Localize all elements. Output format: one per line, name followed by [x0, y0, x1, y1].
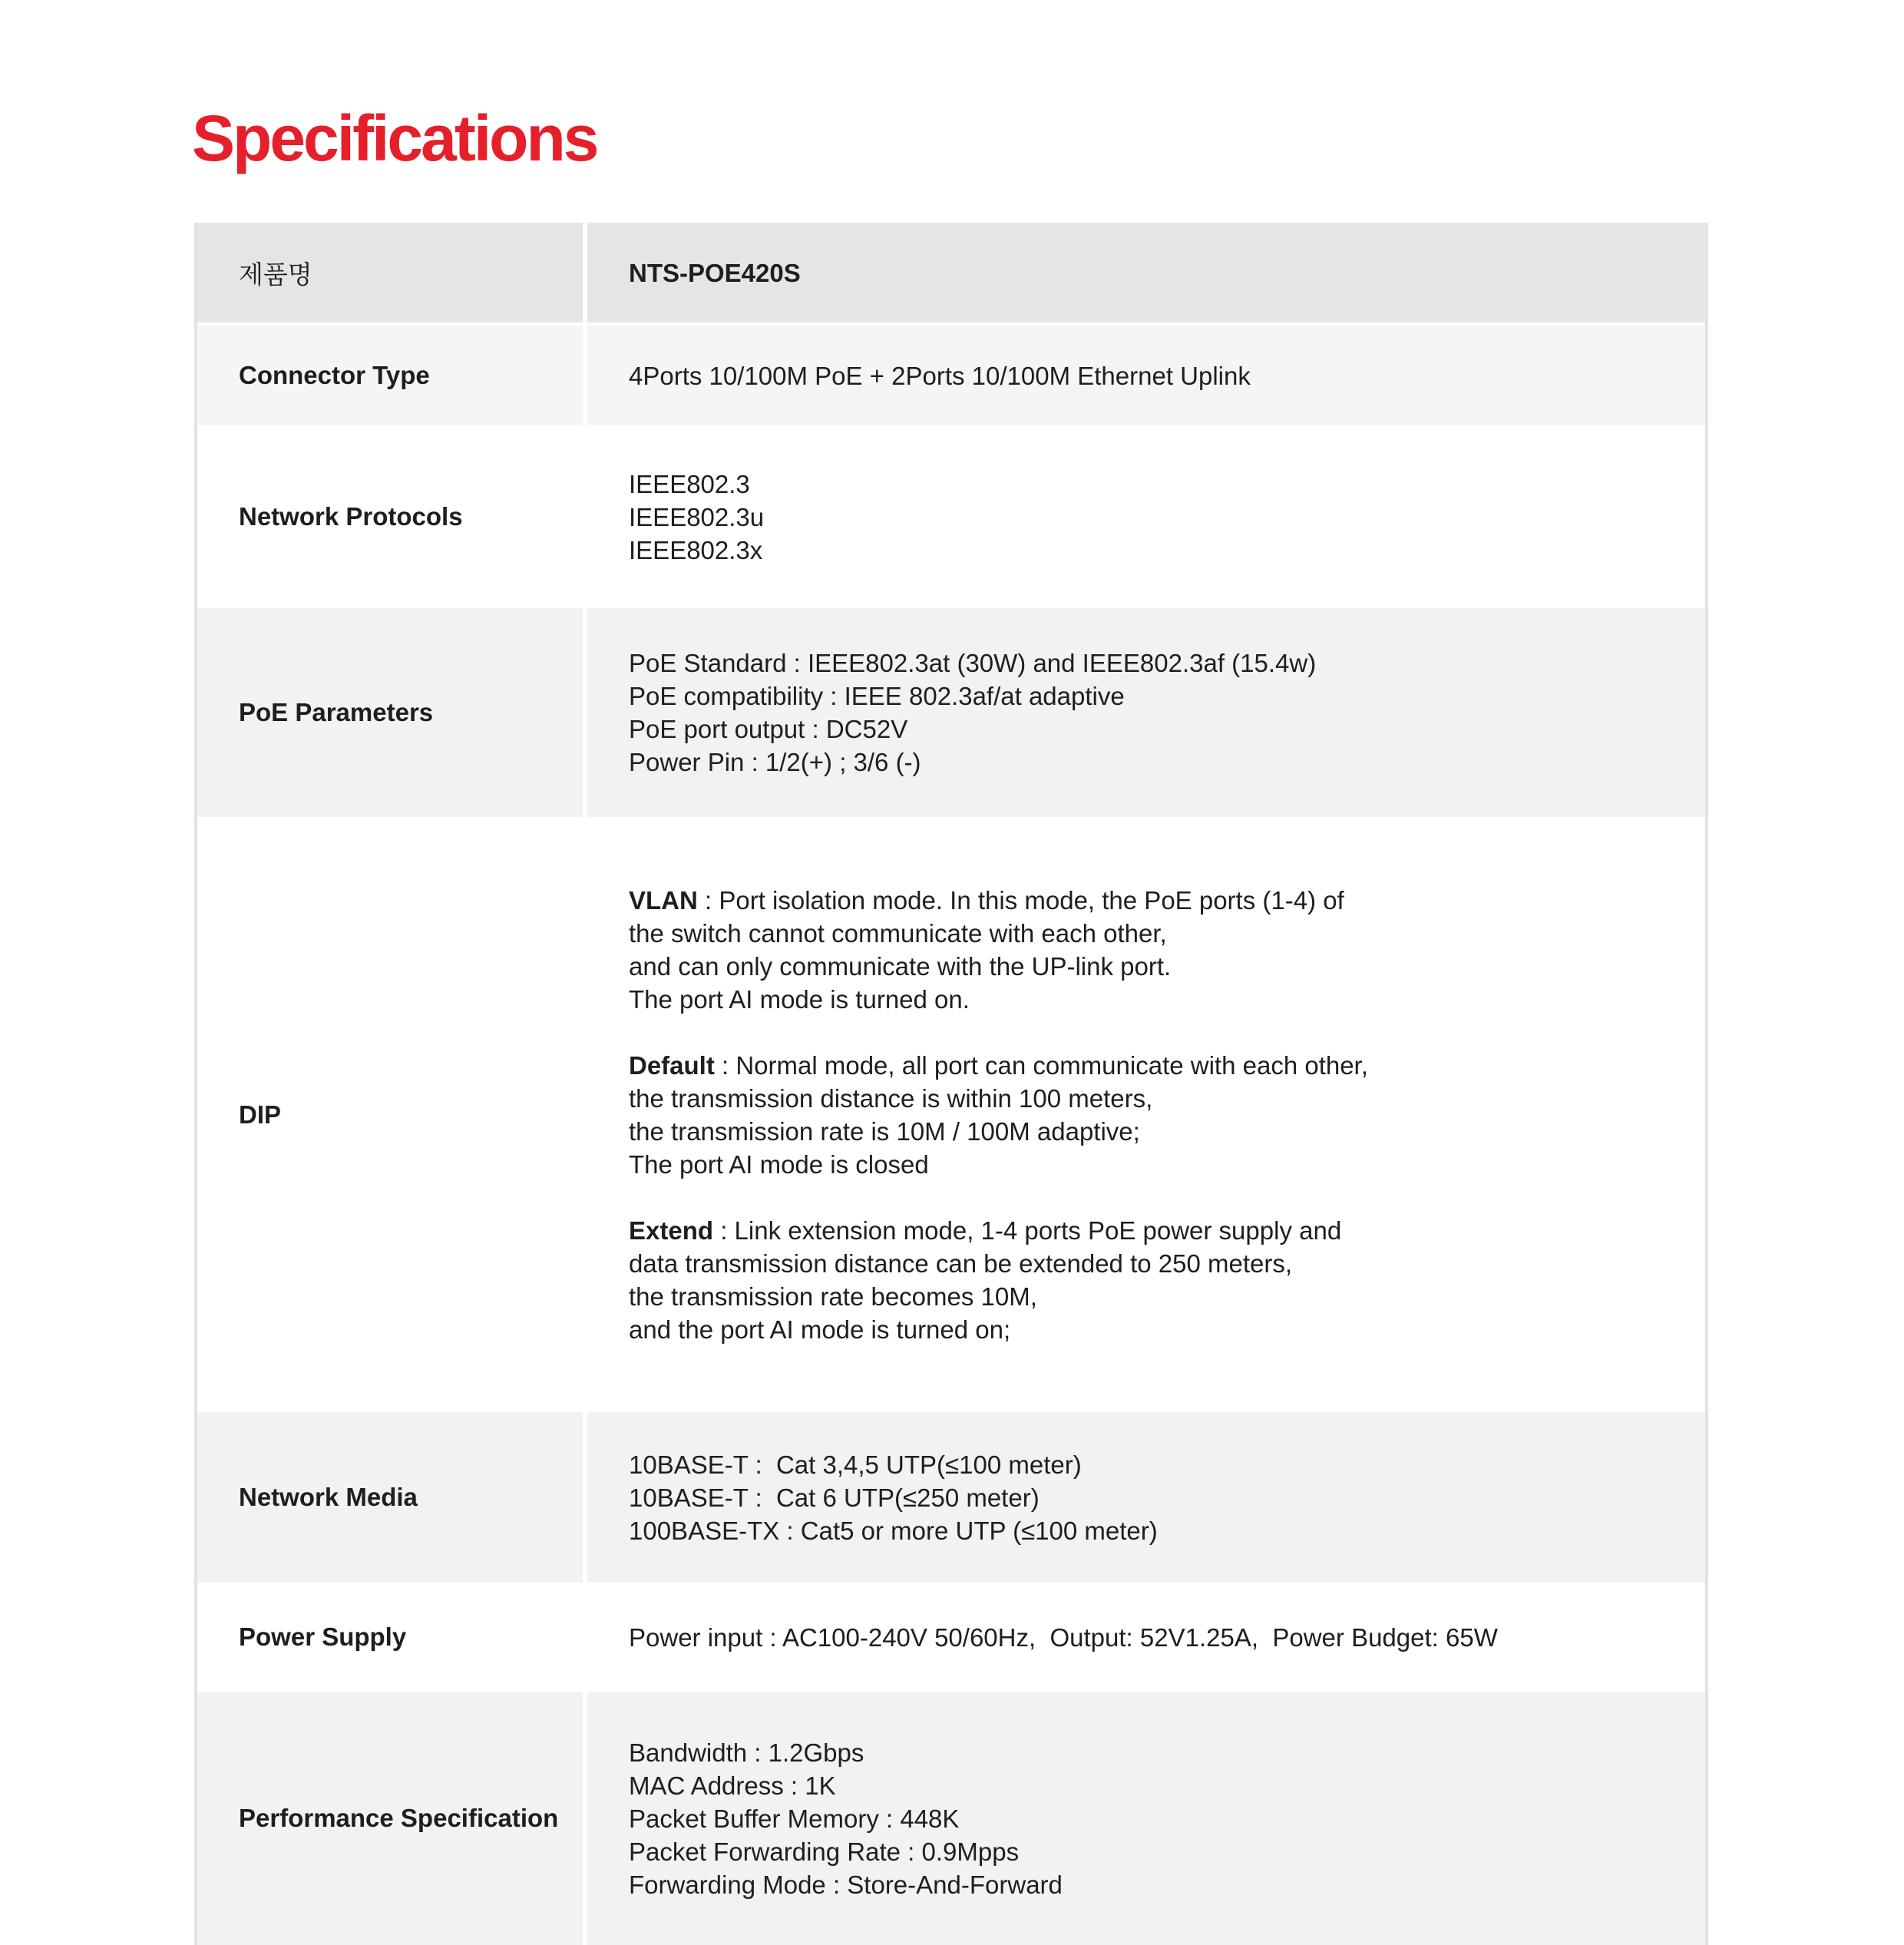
- power-supply-value: [587, 1586, 1705, 1689]
- poe-parameter-line: PoE Standard : IEEE802.3at (30W) and IEEE802.3af (15.4w): [629, 649, 1317, 677]
- poe-parameter-line: PoE compatibility : IEEE 802.3af/at adaptive: [629, 682, 1125, 710]
- dip-vlan-block: [629, 884, 1705, 1016]
- dip-extend-block: [629, 1214, 1705, 1346]
- dip-extend-line: data transmission distance can be extended to 250 meters,: [629, 1249, 1293, 1278]
- performance-label: Performance Specification: [197, 1692, 587, 1945]
- dip-vlan-key: VLAN: [629, 885, 698, 915]
- network-protocols-label: Network Protocols: [197, 428, 587, 605]
- row-network-media: [197, 1412, 1705, 1586]
- performance-line: Forwarding Mode : Store-And-Forward: [629, 1870, 1063, 1899]
- dip-vlan-line: the switch cannot communicate with each other,: [629, 918, 1167, 948]
- dip-default-first-line: : Normal mode, all port can communicate with each other,: [714, 1050, 1368, 1080]
- table-header-row: [197, 223, 1705, 326]
- dip-vlan-first-line: : Port isolation mode. In this mode, the PoE ports (1-4) of: [697, 885, 1344, 915]
- network-media-line: 10BASE-T : Cat 3,4,5 UTP(≤100 meter): [629, 1450, 1082, 1479]
- dip-extend-first-line: : Link extension mode, 1-4 ports PoE power supply and: [713, 1216, 1342, 1245]
- product-name-text: NTS-POE420S: [629, 258, 801, 287]
- protocol-line: IEEE802.3x: [629, 535, 763, 564]
- performance-value: [587, 1692, 1705, 1945]
- dip-default-line: the transmission distance is within 100 meters,: [629, 1083, 1153, 1113]
- network-media-label: Network Media: [197, 1412, 587, 1583]
- dip-extend-key: Extend: [629, 1216, 714, 1245]
- dip-label: DIP: [197, 820, 587, 1409]
- network-protocols-value: [587, 428, 1705, 605]
- performance-line: Bandwidth : 1.2Gbps: [629, 1738, 864, 1767]
- product-name-label: 제품명: [197, 223, 587, 323]
- connector-type-value: [587, 326, 1705, 425]
- dip-value: [587, 820, 1705, 1409]
- spec-table: [194, 223, 1708, 1945]
- poe-parameter-line: PoE port output : DC52V: [629, 715, 908, 743]
- row-connector-type: [197, 326, 1705, 428]
- network-media-line: 10BASE-T : Cat 6 UTP(≤250 meter): [629, 1483, 1040, 1512]
- row-dip: [197, 820, 1705, 1412]
- row-poe-parameters: [197, 608, 1705, 820]
- performance-line: Packet Buffer Memory : 448K: [629, 1804, 960, 1833]
- dip-extend-line: and the port AI mode is turned on;: [629, 1315, 1011, 1344]
- row-network-protocols: [197, 428, 1705, 608]
- dip-default-block: [629, 1049, 1705, 1181]
- protocol-line: IEEE802.3: [629, 469, 750, 498]
- page-title: Specifications: [192, 102, 597, 174]
- row-performance: [197, 1692, 1705, 1945]
- poe-parameters-value: [587, 608, 1705, 817]
- dip-vlan-line: The port AI mode is turned on.: [629, 984, 970, 1014]
- network-media-value: [587, 1412, 1705, 1583]
- dip-default-key: Default: [629, 1050, 715, 1080]
- dip-default-line: the transmission rate is 10M / 100M adaptive;: [629, 1116, 1140, 1146]
- dip-extend-line: the transmission rate becomes 10M,: [629, 1282, 1037, 1311]
- power-supply-label: Power Supply: [197, 1586, 587, 1689]
- protocol-line: IEEE802.3u: [629, 502, 765, 531]
- dip-vlan-line: and can only communicate with the UP-link port.: [629, 951, 1172, 981]
- product-name-value: [587, 223, 1705, 323]
- poe-parameter-line: Power Pin : 1/2(+) ; 3/6 (-): [629, 748, 921, 776]
- performance-line: MAC Address : 1K: [629, 1771, 836, 1800]
- performance-line: Packet Forwarding Rate : 0.9Mpps: [629, 1837, 1020, 1866]
- connector-type-label: Connector Type: [197, 326, 587, 425]
- dip-default-line: The port AI mode is closed: [629, 1149, 929, 1179]
- network-media-line: 100BASE-TX : Cat5 or more UTP (≤100 meter): [629, 1516, 1158, 1545]
- connector-type-line: 4Ports 10/100M PoE + 2Ports 10/100M Ethernet Uplink: [629, 361, 1251, 390]
- power-supply-line: Power input : AC100-240V 50/60Hz, Output: 52V1.25A, Power Budget: 65W: [629, 1622, 1498, 1652]
- row-power-supply: [197, 1586, 1705, 1692]
- poe-parameters-label: PoE Parameters: [197, 608, 587, 817]
